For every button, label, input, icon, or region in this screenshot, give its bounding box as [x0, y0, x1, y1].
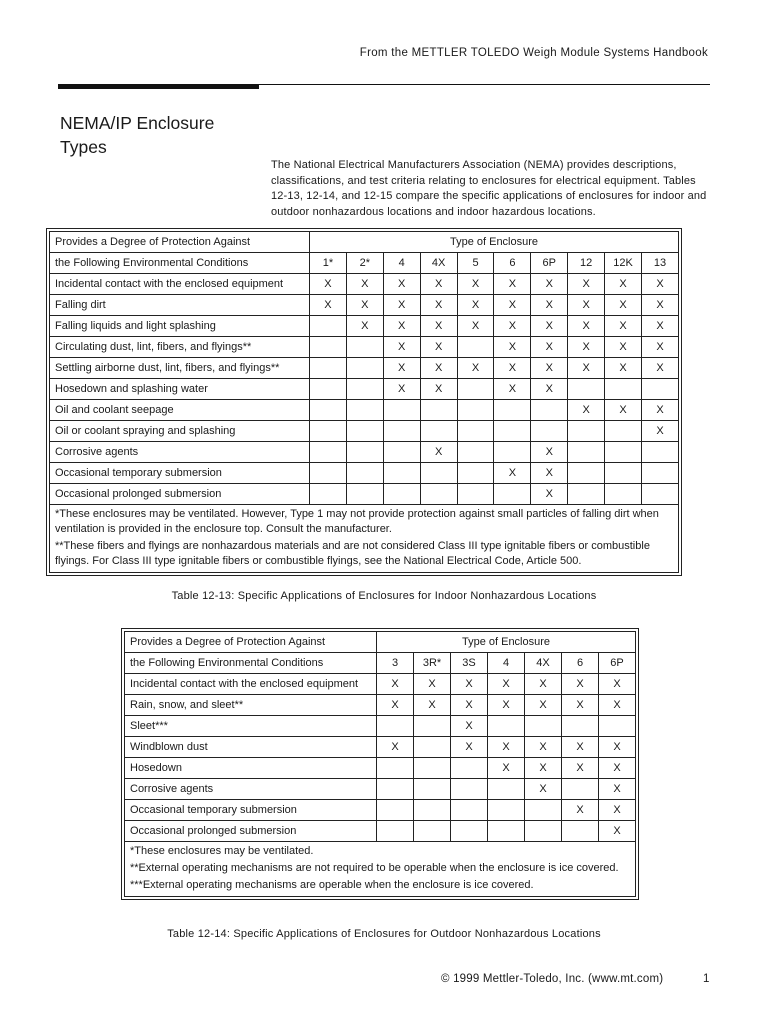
condition-label: Hosedown: [125, 758, 377, 779]
applicability-mark: [568, 421, 605, 442]
applicability-mark: X: [599, 758, 636, 779]
condition-label: Circulating dust, lint, fibers, and flyings**: [50, 337, 310, 358]
applicability-mark: [457, 463, 494, 484]
applicability-mark: [414, 779, 451, 800]
applicability-mark: [310, 484, 347, 505]
applicability-mark: X: [642, 274, 679, 295]
applicability-mark: X: [451, 716, 488, 737]
applicability-mark: [346, 463, 383, 484]
applicability-mark: [605, 484, 642, 505]
applicability-mark: [414, 821, 451, 842]
applicability-mark: [488, 716, 525, 737]
applicability-mark: X: [531, 379, 568, 400]
applicability-mark: [599, 716, 636, 737]
type-header: 2*: [346, 253, 383, 274]
applicability-mark: [310, 316, 347, 337]
page-title-line-1: NEMA/IP Enclosure: [60, 113, 215, 133]
applicability-mark: X: [346, 316, 383, 337]
type-header: 13: [642, 253, 679, 274]
applicability-mark: [568, 463, 605, 484]
applicability-mark: [488, 821, 525, 842]
applicability-mark: X: [599, 674, 636, 695]
applicability-mark: [346, 421, 383, 442]
page-footer: [441, 973, 710, 985]
header-rule-thick: [58, 84, 259, 89]
applicability-mark: [494, 400, 531, 421]
applicability-mark: [420, 463, 457, 484]
applicability-mark: X: [420, 442, 457, 463]
type-header: 5: [457, 253, 494, 274]
table-row: [125, 800, 636, 821]
applicability-mark: [310, 400, 347, 421]
applicability-mark: [383, 484, 420, 505]
applicability-mark: X: [599, 800, 636, 821]
applicability-mark: [568, 442, 605, 463]
applicability-mark: [525, 800, 562, 821]
applicability-mark: [494, 484, 531, 505]
applicability-mark: X: [451, 674, 488, 695]
header-type-of-enclosure: Type of Enclosure: [377, 632, 636, 653]
applicability-mark: [488, 800, 525, 821]
page-title: [60, 111, 260, 159]
table-row: [50, 484, 679, 505]
applicability-mark: [457, 484, 494, 505]
applicability-mark: X: [531, 274, 568, 295]
applicability-mark: X: [420, 316, 457, 337]
applicability-mark: X: [562, 800, 599, 821]
applicability-mark: X: [494, 316, 531, 337]
applicability-mark: X: [488, 737, 525, 758]
condition-label: Falling dirt: [50, 295, 310, 316]
type-header: 12K: [605, 253, 642, 274]
condition-label: Occasional temporary submersion: [125, 800, 377, 821]
applicability-mark: [568, 484, 605, 505]
applicability-mark: X: [310, 274, 347, 295]
applicability-mark: [346, 379, 383, 400]
table-row: [50, 379, 679, 400]
applicability-mark: [420, 484, 457, 505]
applicability-mark: X: [642, 316, 679, 337]
condition-label: Rain, snow, and sleet**: [125, 695, 377, 716]
table-12-13-frame: [46, 228, 682, 576]
applicability-mark: X: [451, 737, 488, 758]
applicability-mark: [488, 779, 525, 800]
applicability-mark: X: [599, 821, 636, 842]
applicability-mark: [310, 442, 347, 463]
applicability-mark: [494, 421, 531, 442]
condition-label: Falling liquids and light splashing: [50, 316, 310, 337]
applicability-mark: [346, 358, 383, 379]
applicability-mark: [414, 737, 451, 758]
applicability-mark: X: [383, 274, 420, 295]
applicability-mark: X: [568, 295, 605, 316]
table-header-row: [125, 632, 636, 653]
applicability-mark: [383, 463, 420, 484]
applicability-mark: X: [494, 295, 531, 316]
applicability-mark: X: [494, 379, 531, 400]
table-row: [125, 758, 636, 779]
applicability-mark: [525, 821, 562, 842]
applicability-mark: X: [377, 737, 414, 758]
applicability-mark: [377, 758, 414, 779]
applicability-mark: [457, 421, 494, 442]
notes-row: [50, 505, 679, 573]
applicability-mark: X: [383, 295, 420, 316]
type-header: 12: [568, 253, 605, 274]
header-condition-line-2: the Following Environmental Conditions: [125, 653, 377, 674]
applicability-mark: X: [488, 758, 525, 779]
type-header: 3R*: [414, 653, 451, 674]
table-row: [50, 442, 679, 463]
applicability-mark: X: [488, 674, 525, 695]
applicability-mark: [642, 442, 679, 463]
table-row: [50, 337, 679, 358]
applicability-mark: X: [599, 695, 636, 716]
applicability-mark: X: [420, 295, 457, 316]
table-row: [50, 400, 679, 421]
condition-label: Incidental contact with the enclosed equipment: [125, 674, 377, 695]
copyright-text: © 1999 Mettler-Toledo, Inc. (www.mt.com): [441, 973, 664, 985]
applicability-mark: X: [562, 695, 599, 716]
type-header: 3S: [451, 653, 488, 674]
table-row: [50, 316, 679, 337]
footnote: ***External operating mechanisms are operable when the enclosure is ice covered.: [130, 879, 534, 891]
applicability-mark: X: [531, 295, 568, 316]
applicability-mark: X: [494, 337, 531, 358]
applicability-mark: X: [457, 274, 494, 295]
page-title-line-2: Types: [60, 137, 107, 157]
applicability-mark: [642, 463, 679, 484]
condition-label: Corrosive agents: [50, 442, 310, 463]
applicability-mark: X: [414, 695, 451, 716]
applicability-mark: [494, 442, 531, 463]
applicability-mark: [420, 400, 457, 421]
condition-label: Oil and coolant seepage: [50, 400, 310, 421]
applicability-mark: [562, 821, 599, 842]
notes-row: [125, 842, 636, 897]
applicability-mark: X: [488, 695, 525, 716]
applicability-mark: X: [531, 316, 568, 337]
applicability-mark: X: [525, 674, 562, 695]
header-condition-line-2: the Following Environmental Conditions: [50, 253, 310, 274]
type-header: 4: [383, 253, 420, 274]
applicability-mark: X: [377, 695, 414, 716]
applicability-mark: X: [605, 337, 642, 358]
applicability-mark: [310, 421, 347, 442]
condition-label: Hosedown and splashing water: [50, 379, 310, 400]
applicability-mark: X: [346, 295, 383, 316]
table-row: [125, 821, 636, 842]
applicability-mark: [377, 716, 414, 737]
applicability-mark: X: [642, 295, 679, 316]
applicability-mark: X: [494, 274, 531, 295]
condition-label: Occasional temporary submersion: [50, 463, 310, 484]
header-type-of-enclosure: Type of Enclosure: [310, 232, 679, 253]
applicability-mark: X: [562, 758, 599, 779]
applicability-mark: [457, 337, 494, 358]
applicability-mark: [377, 779, 414, 800]
applicability-mark: [383, 442, 420, 463]
footnote: *These enclosures may be ventilated.: [130, 845, 314, 857]
applicability-mark: X: [531, 358, 568, 379]
applicability-mark: X: [525, 737, 562, 758]
applicability-mark: [346, 400, 383, 421]
applicability-mark: [414, 716, 451, 737]
applicability-mark: [451, 758, 488, 779]
applicability-mark: X: [605, 274, 642, 295]
applicability-mark: X: [383, 337, 420, 358]
table-12-14: [124, 631, 636, 897]
applicability-mark: [310, 358, 347, 379]
applicability-mark: X: [420, 358, 457, 379]
type-header: 6: [562, 653, 599, 674]
applicability-mark: [310, 379, 347, 400]
applicability-mark: X: [568, 358, 605, 379]
applicability-mark: X: [310, 295, 347, 316]
table-12-14-caption: Table 12-14: Specific Applications of Enclosures for Outdoor Nonhazardous Locations: [167, 928, 601, 940]
condition-label: Sleet***: [125, 716, 377, 737]
applicability-mark: X: [562, 737, 599, 758]
applicability-mark: X: [494, 463, 531, 484]
table-12-13-caption: Table 12-13: Specific Applications of Enclosures for Indoor Nonhazardous Locations: [171, 590, 597, 602]
table-row: [50, 274, 679, 295]
condition-label: Settling airborne dust, lint, fibers, and flyings**: [50, 358, 310, 379]
type-header: 6: [494, 253, 531, 274]
type-header: 3: [377, 653, 414, 674]
applicability-mark: X: [531, 337, 568, 358]
applicability-mark: [346, 337, 383, 358]
applicability-mark: [605, 463, 642, 484]
applicability-mark: [383, 400, 420, 421]
applicability-mark: [414, 758, 451, 779]
applicability-mark: [383, 421, 420, 442]
applicability-mark: [414, 800, 451, 821]
condition-label: Occasional prolonged submersion: [50, 484, 310, 505]
applicability-mark: [346, 484, 383, 505]
applicability-mark: [605, 442, 642, 463]
applicability-mark: X: [568, 400, 605, 421]
applicability-mark: [377, 821, 414, 842]
type-header: 4X: [420, 253, 457, 274]
applicability-mark: X: [457, 316, 494, 337]
table-row: [125, 716, 636, 737]
applicability-mark: X: [642, 421, 679, 442]
applicability-mark: [562, 716, 599, 737]
table-row: [125, 779, 636, 800]
footnote: **External operating mechanisms are not required to be operable when the enclosure is ice covered.: [130, 862, 619, 874]
page-number: 1: [703, 973, 710, 985]
applicability-mark: X: [383, 379, 420, 400]
applicability-mark: X: [525, 758, 562, 779]
applicability-mark: X: [451, 695, 488, 716]
table-header-types-row: [50, 253, 679, 274]
running-header: From the METTLER TOLEDO Weigh Module Systems Handbook: [359, 47, 708, 59]
table-row: [125, 737, 636, 758]
applicability-mark: X: [420, 274, 457, 295]
table-row: [50, 358, 679, 379]
applicability-mark: [310, 463, 347, 484]
table-12-13: [49, 231, 679, 573]
applicability-mark: X: [562, 674, 599, 695]
condition-label: Windblown dust: [125, 737, 377, 758]
header-condition-line-1: Provides a Degree of Protection Against: [50, 232, 310, 253]
applicability-mark: [457, 442, 494, 463]
type-header: 6P: [531, 253, 568, 274]
applicability-mark: X: [525, 695, 562, 716]
applicability-mark: [568, 379, 605, 400]
table-header-row: [50, 232, 679, 253]
footnote: **These fibers and flyings are nonhazardous materials and are not considered Class III type ignitable fibers or combustible flyings. For Class III type ignitable fibers or combustible flyings, see the National Electrical Code, Article 500.: [55, 540, 650, 567]
condition-label: Incidental contact with the enclosed equipment: [50, 274, 310, 295]
applicability-mark: X: [383, 358, 420, 379]
table-notes: [125, 842, 636, 897]
applicability-mark: [451, 800, 488, 821]
applicability-mark: [605, 379, 642, 400]
applicability-mark: X: [568, 274, 605, 295]
applicability-mark: [605, 421, 642, 442]
applicability-mark: [420, 421, 457, 442]
applicability-mark: [451, 821, 488, 842]
applicability-mark: [642, 484, 679, 505]
intro-paragraph: The National Electrical Manufacturers Association (NEMA) provides descriptions, classifications, and test criteria relating to enclosures for electrical equipment. Tables 12-13, 12-14, and 12-15 compare the specific applications of enclosures for indoor and outdoor nonhazardous locations and indoor hazardous locations.: [271, 159, 707, 218]
applicability-mark: [562, 779, 599, 800]
applicability-mark: X: [605, 400, 642, 421]
applicability-mark: X: [346, 274, 383, 295]
type-header: 4X: [525, 653, 562, 674]
footnote: *These enclosures may be ventilated. However, Type 1 may not provide protection against small particles of falling dirt when ventilation is provided in the enclosure top. Consult the manufacturer.: [55, 508, 659, 535]
applicability-mark: [531, 400, 568, 421]
table-row: [50, 463, 679, 484]
applicability-mark: X: [457, 295, 494, 316]
applicability-mark: X: [605, 358, 642, 379]
applicability-mark: X: [568, 337, 605, 358]
applicability-mark: X: [531, 484, 568, 505]
applicability-mark: [525, 716, 562, 737]
table-12-14-frame: [121, 628, 639, 900]
type-header: 6P: [599, 653, 636, 674]
applicability-mark: [377, 800, 414, 821]
applicability-mark: [531, 421, 568, 442]
applicability-mark: X: [531, 463, 568, 484]
table-row: [50, 295, 679, 316]
applicability-mark: X: [605, 316, 642, 337]
applicability-mark: X: [568, 316, 605, 337]
applicability-mark: X: [420, 379, 457, 400]
table-header-types-row: [125, 653, 636, 674]
applicability-mark: X: [414, 674, 451, 695]
applicability-mark: X: [531, 442, 568, 463]
applicability-mark: X: [642, 337, 679, 358]
applicability-mark: [310, 337, 347, 358]
table-row: [125, 695, 636, 716]
header-rule-thin: [259, 84, 710, 85]
header-condition-line-1: Provides a Degree of Protection Against: [125, 632, 377, 653]
applicability-mark: X: [599, 779, 636, 800]
applicability-mark: X: [642, 400, 679, 421]
table-row: [125, 674, 636, 695]
applicability-mark: [642, 379, 679, 400]
table-notes: [50, 505, 679, 573]
applicability-mark: [451, 779, 488, 800]
condition-label: Corrosive agents: [125, 779, 377, 800]
type-header: 4: [488, 653, 525, 674]
table-row: [50, 421, 679, 442]
condition-label: Oil or coolant spraying and splashing: [50, 421, 310, 442]
applicability-mark: X: [420, 337, 457, 358]
applicability-mark: X: [377, 674, 414, 695]
applicability-mark: X: [642, 358, 679, 379]
applicability-mark: X: [457, 358, 494, 379]
applicability-mark: [346, 442, 383, 463]
applicability-mark: X: [383, 316, 420, 337]
applicability-mark: [457, 379, 494, 400]
applicability-mark: X: [494, 358, 531, 379]
condition-label: Occasional prolonged submersion: [125, 821, 377, 842]
applicability-mark: X: [605, 295, 642, 316]
applicability-mark: [457, 400, 494, 421]
applicability-mark: X: [599, 737, 636, 758]
applicability-mark: X: [525, 779, 562, 800]
type-header: 1*: [310, 253, 347, 274]
